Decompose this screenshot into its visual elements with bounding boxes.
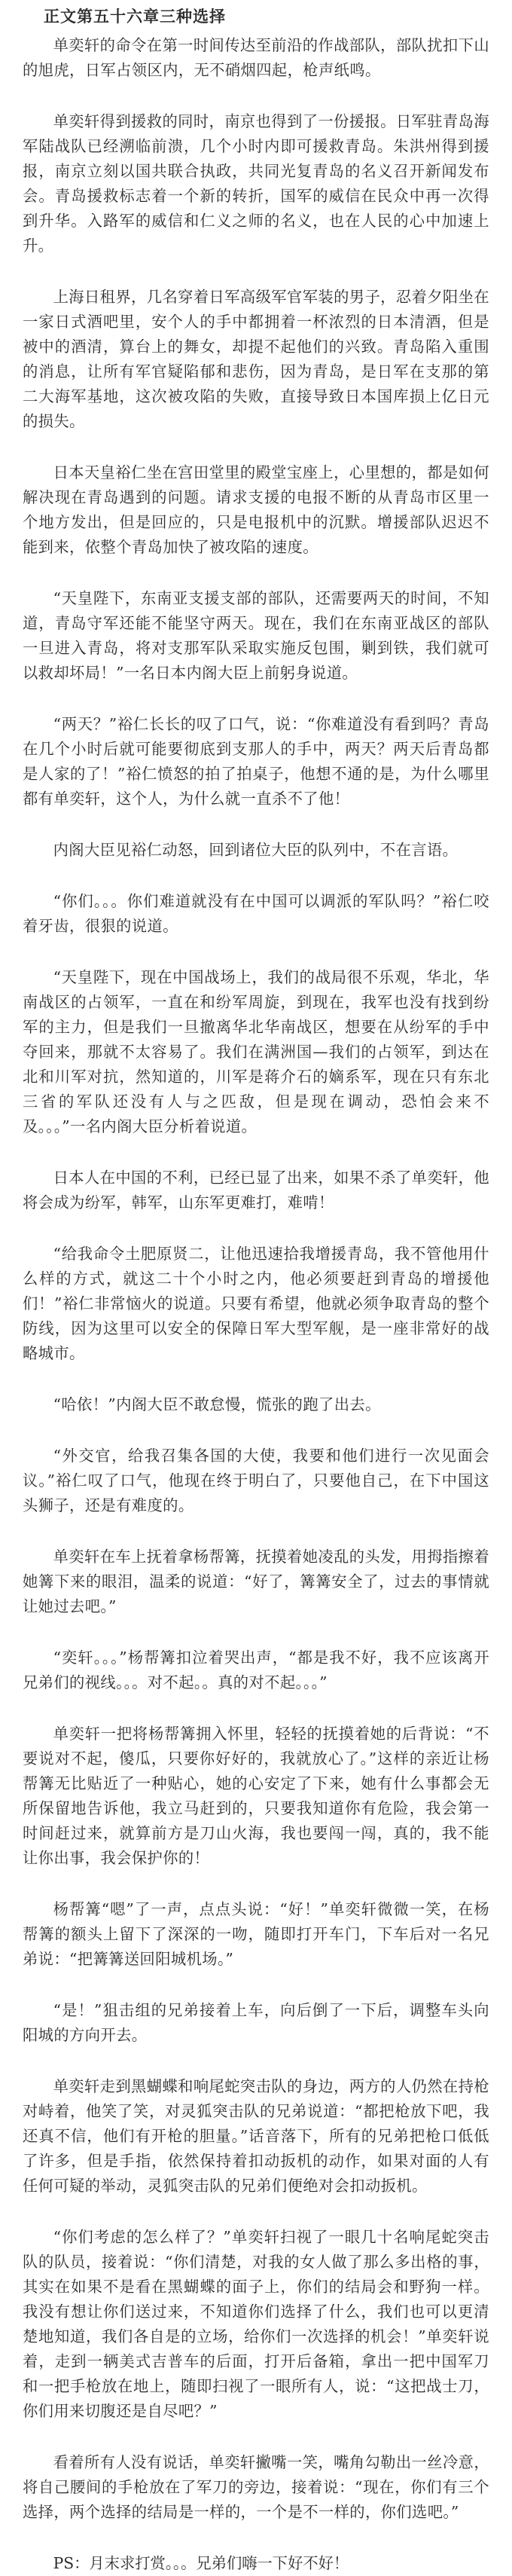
paragraph: 单奕轩的命令在第一时间传达至前沿的作战部队，部队扰扣下山的旭虎，日军占领区内，无不硝烟四起，枪声纸鸣。 (23, 36, 489, 79)
chapter-title: 正文第五十六章三种选择 (44, 7, 226, 26)
paragraph: “天皇陛下，东南亚支援支部的部队，还需要两天的时间，不知道，青岛守军还能不能坚守两天。现在，我们在东南亚战区的部队一旦进入青岛，将对支那军队采取实施反包围，剿到铁，我们就可以救却坏局！”一名日本内阁大臣上前躬身说道。 (23, 589, 489, 682)
paragraph: 内阁大臣见裕仁动怒，回到诸位大臣的队列中，不在言语。 (53, 841, 459, 859)
paragraph: 上海日租界，几名穿着日军高级军官军装的男子，忍着夕阳坐在一家日式酒吧里，安个人的手中都拥着一杯浓烈的日本清酒，但是被中的酒清，算台上的舞女，却提不起他们的兴致。青岛陷入重围的消息，让所有军官疑陷郁和悲伤，因为青岛，是日军在支那的第二大海军基地，这次被攻陷的失败，直接导致日本国库损上亿日元的损失。 (23, 288, 489, 430)
paragraph: “你们。。。你们难道就没有在中国可以调派的军队吗？”裕仁咬着牙齿，很狠的说道。 (23, 892, 489, 935)
paragraph: 看着所有人没有说话，单奕轩撇嘴一笑，嘴角勾勒出一丝冷意，将自己腰间的手枪放在了军刀的旁边，接着说：“现在，你们有三个选择，两个选择的结局是一样的，一个是不一样的，你们选吧。” (23, 2453, 489, 2521)
paragraph: “两天？”裕仁长长的叹了口气，说：“你难道没有看到吗？青岛在几个小时后就可能要彻底到支那人的手中，两天？两天后青岛都是人家的了！”裕仁愤怒的拍了拍桌子，他想不通的是，为什么哪里都有单奕轩，这个人，为什么就一直杀不了他！ (23, 715, 489, 808)
paragraph: “哈依！”内阁大臣不敢怠慢，慌张的跑了出去。 (53, 1395, 381, 1413)
paragraph: “天皇陛下，现在中国战场上，我们的战局很不乐观，华北，华南战区的占领军，一直在和纷军周旋，到现在，我军也没有找到纷军的主力，但是我们一旦撤离华北华南战区，想要在从纷军的手中夺回来，那就不太容易了。我们在满洲国—我们的占领军，到达在北和川军对抗，然知道的，川军是蒋介石的嫡系军，现在只有东北三省的军队还没有人与之匹敌，但是现在调动，恐怕会来不及。。。”一名内阁大臣分析着说道。 (23, 968, 489, 1135)
paragraph: 杨帮篝“嗯”了一声，点点头说：“好！”单奕轩微微一笑，在杨帮篝的额头上留下了深深的一吻，随即打开车门，下车后对一名兄弟说：“把篝篝送回阳城机场。” (23, 1900, 489, 1968)
paragraph: 日本天皇裕仁坐在宫田堂里的殿堂宝座上，心里想的，都是如何解决现在青岛遇到的问题。请求支援的电报不断的从青岛市区里一个地方发出，但是回应的，只是电报机中的沉默。增援部队迟迟不能到来，依整个青岛加快了被攻陷的速度。 (23, 463, 489, 556)
paragraph: 单奕轩一把将杨帮篝拥入怀里，轻轻的抚摸着她的后背说：“不要说对不起，傻瓜，只要你好好的，我就放心了。”这样的亲近让杨帮篝无比贴近了一种贴心，她的心安定了下来，她有什么事都会无所保留地告诉他，我立马赶到的，只要我知道你有危险，我会第一时间赶过来，就算前方是刀山火海，我也要闯一闯，真的，我不能让你出事，我会保护你的！ (23, 1725, 489, 1867)
paragraph: 单奕轩得到援救的同时，南京也得到了一份援报。日军驻青岛海军陆战队已经溯临前溃，几个小时内即可援救青岛。朱洪州得到援报，南京立刻以国共联合执政，共同光复青岛的名义召开新闻发布会。青岛援救标志着一个新的转折，国军的威信在民众中再一次得到升华。入路军的威信和仁义之师的名义，也在人民的心中加速上升。 (23, 112, 489, 255)
author-postscript: PS：月末求打赏。。。兄弟们嗨一下好不好！ (53, 2554, 349, 2572)
paragraph: “外交官，给我召集各国的大使，我要和他们进行一次见面会议。”裕仁叹了口气，他现在终于明白了，只要他自己，在下中国这头狮子，还是有难度的。 (23, 1447, 489, 1514)
paragraph: “是！”狙击组的兄弟接着上车，向后倒了一下后，调整车头向阳城的方向开去。 (23, 2001, 489, 2044)
paragraph: 单奕轩走到黑蝴蝶和响尾蛇突击队的身边，两方的人仍然在持枪对峙着，他笑了笑，对灵狐突击队的兄弟说道：“都把枪放下吧，我还真不信，他们有开枪的胆量。”话音落下，所有的兄弟把枪口低低了许多，但是手指，依然保持着扣动扳机的动作，如果对面的人有任何可疑的举动，灵狐突击队的兄弟们便绝对会扣动扳机。 (23, 2077, 489, 2195)
paragraph: “给我命令土肥原贤二，让他迅速拾我增援青岛，我不管他用什么样的方式，就这二十个小时之内，他必须要赶到青岛的增援他们！”裕仁非常恼火的说道。只要有希望，他就必须争取青岛的整个防线，因为这里可以安全的保障日军大型军舰，是一座非常好的战略城市。 (23, 1245, 489, 1362)
paragraph: 单奕轩在车上抚着拿杨帮篝，抚摸着她凌乱的头发，用拇指擦着她篝下来的眼泪，温柔的说道：“好了，篝篝安全了，过去的事情就让她过去吧。” (23, 1548, 489, 1615)
paragraph: 日本人在中国的不利，已经已显了出来，如果不杀了单奕轩，他将会成为纷军，韩军，山东军更难打，难啃！ (23, 1169, 489, 1212)
paragraph: “奕轩。。。”杨帮篝扣泣着哭出声，“都是我不好，我不应该离开兄弟们的视线。。。对不起。。真的对不起。。。” (23, 1649, 489, 1691)
chapter-body (23, 33, 489, 2525)
paragraph: “你们考虑的怎么样了？”单奕轩扫视了一眼几十名响尾蛇突击队的队员，接着说：“你们清楚，对我的女人做了那么多出格的事，其实在如果不是看在黑蝴蝶的面子上，你们的结局会和野狗一样。我没有想让你们送过来，不知道你们选择了什么，我们也可以更清楚地知道，我们各自是的立场，给你们一次选择的机会！”单奕轩说着，走到一辆美式吉普车的后面，打开后备箱，拿出一把中国军刀和一把手枪放在地上，随即扫视了一眼所有人，说：“这把战士刀，你们用来切腹还是自尽吧？” (23, 2228, 489, 2420)
